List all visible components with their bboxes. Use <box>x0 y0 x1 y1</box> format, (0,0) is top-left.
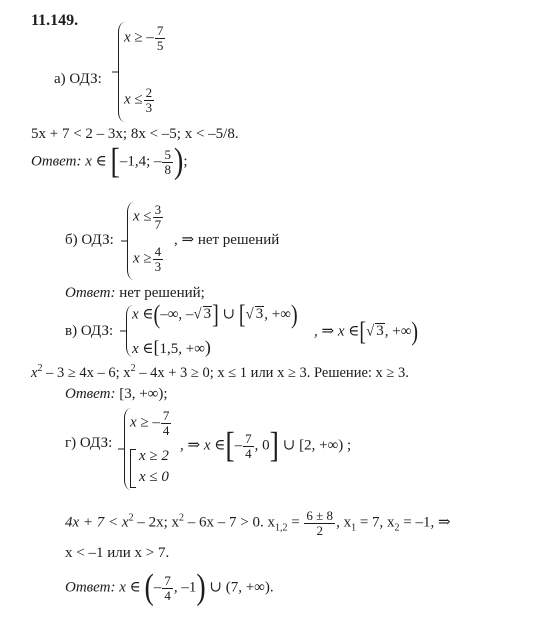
answer-label: Ответ: <box>65 285 116 301</box>
part-d-solution-line-2: x < –1 или x > 7. <box>65 545 170 561</box>
part-d-label: г) ОДЗ: <box>65 435 113 451</box>
part-c-label: в) ОДЗ: <box>65 323 114 339</box>
part-c-solution-line: $x^2 - 3 \ge 4x - 6$; $x^2 - 4x + 3 \ge 0$; x ≤ 1 или x ≥ 3. Решение: x ≥ 3. <box>31 363 409 381</box>
problem-number: 11.149. <box>31 12 79 29</box>
fraction: $\frac{7}{4}$ <box>164 573 171 603</box>
part-d-condition-1: x ≥ – $\frac{7}{4}$ <box>130 408 170 438</box>
fraction: $\frac{2}{3}$ <box>145 85 153 115</box>
fraction: $\frac{4}{3}$ <box>154 244 162 274</box>
part-d-answer: Ответ: x ∈ (– $\frac{7}{4}$ , –1) ∪ (7, +∞). <box>65 567 274 608</box>
part-c-answer: Ответ: [3, +∞); <box>65 386 168 402</box>
part-d-union-bracket <box>130 449 136 488</box>
part-b-answer: Ответ: нет решений; <box>65 285 205 301</box>
answer-label: Ответ: <box>65 386 116 402</box>
part-b-condition-2: x ≥ $\frac{4}{3}$ <box>133 244 162 274</box>
part-b-label: б) ОДЗ: <box>65 232 114 248</box>
part-a-answer: Ответ: x ∈ [–1,4; – $\frac{5}{8}$ ); <box>31 141 188 182</box>
part-d-conclusion: , ⇒ x ∈[– $\frac{7}{4}$ , 0] ∪ [2, +∞) ; <box>180 425 352 466</box>
fraction: $\frac{6 \pm 8}{2}$ <box>306 508 334 538</box>
part-a-condition-2: x ≤ $\frac{2}{3}$ <box>124 85 153 115</box>
part-b-condition-1: x ≤ $\frac{3}{7}$ <box>133 202 162 232</box>
part-d-solution-line-1: $4x + 7 < x^2 - 2x$; $x^2 - 6x - 7 > 0$. $x_{1,2}$ = $\frac{6 \pm 8}{2}$ , $x_1 = 7$, $x_2 = -1$, ⇒ <box>65 508 451 538</box>
part-a-label: а) ОДЗ: <box>54 71 102 87</box>
part-c-condition-1: x ∈(–∞, –√ 3] ∪ [√ 3, +∞) <box>132 300 298 330</box>
fraction: $\frac{7}{4}$ <box>245 431 252 461</box>
part-a-condition-1: x ≥ – $\frac{7}{5}$ <box>124 23 164 53</box>
fraction: $\frac{3}{7}$ <box>154 202 162 232</box>
fraction: $\frac{7}{5}$ <box>156 23 164 53</box>
part-c-conclusion: , ⇒ x ∈[√ 3, +∞) <box>314 317 419 347</box>
fraction: $\frac{7}{4}$ <box>162 408 170 438</box>
answer-label: Ответ: <box>65 579 116 596</box>
part-c-condition-2: x ∈[1,5, +∞) <box>132 337 211 357</box>
fraction: $\frac{5}{8}$ <box>164 147 171 177</box>
part-d-sub-condition-2: x ≤ 0 <box>139 469 169 485</box>
part-d-sub-condition-1: x ≥ 2 <box>139 448 169 464</box>
part-a-solution-line: 5x + 7 < 2 – 3x; 8x < –5; x < –5/8. <box>31 126 239 142</box>
answer-label: Ответ: <box>31 153 82 170</box>
part-b-conclusion: , ⇒ нет решений <box>174 232 280 248</box>
